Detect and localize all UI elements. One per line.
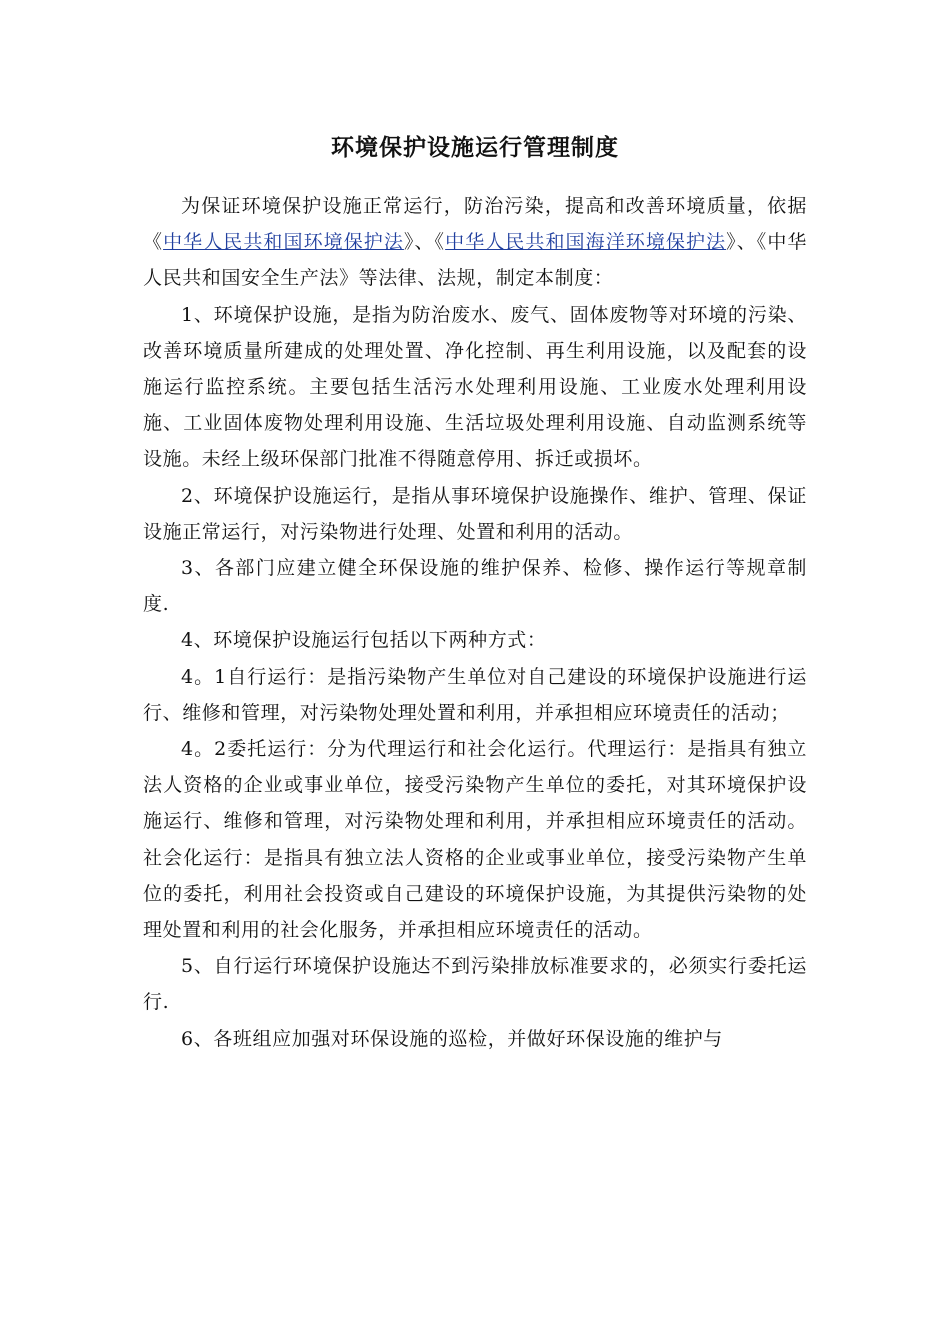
intro-text-3: 》、《中华人民共和国安全生产法》等法律、法规，制定本制度： <box>143 231 808 290</box>
paragraph-2: 2、环境保护设施运行，是指从事环境保护设施操作、维护、管理、保证设施正常运行，对污染物进行处理、处置和利用的活动。 <box>143 484 807 543</box>
paragraph-1: 1、环境保护设施，是指为防治废水、废气、固体废物等对环境的污染、改善环境质量所建成的处理处置、净化控制、再生利用设施，以及配套的设施运行监控系统。主要包括生活污水处理利用设施、工业废水处理利用设施、工业固体废物处理利用设施、生活垃圾处理利用设施、自动监测系统等设施。未经上级环保部门批准不得随意停用、拆迁或损坏。 <box>143 303 807 471</box>
document-page <box>143 128 807 1057</box>
paragraph-4: 4、环境保护设施运行包括以下两种方式： <box>181 629 547 652</box>
environmental-protection-law-link[interactable]: 中华人民共和国环境保护法 <box>163 231 404 254</box>
intro-text-1: 为保证环境保护设施正常运行，防治污染，提高和改善环境质量，依据《 <box>143 195 807 254</box>
intro-paragraph <box>143 188 807 297</box>
marine-environmental-protection-law-link[interactable]: 中华人民共和国海洋环境保护法 <box>445 231 727 254</box>
paragraph-3: 3、各部门应建立健全环保设施的维护保养、检修、操作运行等规章制度. <box>143 557 807 616</box>
paragraph-6: 6、各班组应加强对环保设施的巡检，并做好环保设施的维护与 <box>181 1027 723 1050</box>
paragraph-4-2: 4。2委托运行：分为代理运行和社会化运行。代理运行：是指具有独立法人资格的企业或事业单位，接受污染物产生单位的委托，对其环境保护设施运行、维修和管理，对污染物处理和利用，并承担相应环境责任的活动。社会化运行：是指具有独立法人资格的企业或事业单位，接受污染物产生单位的委托，利用社会投资或自己建设的环境保护设施，为其提供污染物的处理处置和利用的社会化服务，并承担相应环境责任的活动。 <box>143 738 807 942</box>
paragraph-5: 5、自行运行环境保护设施达不到污染排放标准要求的，必须实行委托运行. <box>143 955 807 1014</box>
intro-text-2: 》、《 <box>403 231 446 254</box>
paragraph-4-1: 4。1自行运行：是指污染物产生单位对自己建设的环境保护设施进行运行、维修和管理，对污染物处理处置和利用，并承担相应环境责任的活动； <box>143 665 807 724</box>
document-title: 环境保护设施运行管理制度 <box>331 134 619 161</box>
